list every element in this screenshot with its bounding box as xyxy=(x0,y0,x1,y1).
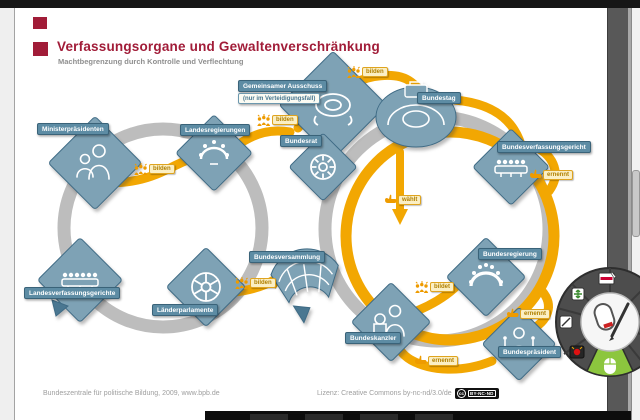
hand-icon xyxy=(529,169,542,181)
left-margin xyxy=(0,8,15,420)
page-subtitle: Machtbegrenzung durch Kontrolle und Verflechtung xyxy=(58,57,244,66)
people-icon xyxy=(256,113,271,127)
move-tool-icon[interactable] xyxy=(572,288,584,300)
label-ministerpraesidenten: Ministerpräsidenten xyxy=(37,123,109,135)
record-tool-icon[interactable] xyxy=(570,346,584,358)
relation-bp-ernennt-breg: ernennt xyxy=(506,308,550,320)
label-laenderparlamente: Länderparlamente xyxy=(152,304,218,316)
relation-mp-bilden: bilden xyxy=(133,162,175,176)
relation-lparl-bilden: bilden xyxy=(234,276,276,290)
bottom-taskbar xyxy=(205,411,640,420)
footer-license: Lizenz: Creative Commons by-nc-nd/3.0/de xyxy=(317,390,452,397)
label-gemeinsamer-ausschuss: Gemeinsamer Ausschuss xyxy=(238,80,327,92)
bullet-square xyxy=(33,17,47,29)
bullet-square xyxy=(33,42,48,56)
relation-lreg-bilden: bilden xyxy=(256,113,298,127)
people-icon xyxy=(346,65,361,79)
mouse-tool-icon xyxy=(604,358,616,374)
floating-tool-wheel[interactable] xyxy=(552,266,640,381)
taskbar-segment xyxy=(415,414,453,420)
scrollbar-thumb[interactable] xyxy=(632,170,640,237)
label-bundeskanzler: Bundeskanzler xyxy=(345,332,401,344)
cc-icon: cc xyxy=(458,391,464,396)
label-bundespraesident: Bundespräsident xyxy=(498,346,561,358)
screen-pen-icon[interactable] xyxy=(599,272,616,284)
label-landesverfassungsgerichte: Landesverfassungsgerichte xyxy=(24,287,120,299)
line-tool-icon[interactable] xyxy=(560,316,572,328)
footer-credit: Bundeszentrale für politische Bildung, 2009, www.bpb.de xyxy=(43,390,220,397)
label-bundesregierung: Bundesregierung xyxy=(478,248,542,260)
label-bundestag: Bundestag xyxy=(417,92,461,104)
taskbar-segment xyxy=(360,414,398,420)
people-icon xyxy=(414,280,429,294)
people-icon xyxy=(234,276,249,290)
hand-icon xyxy=(384,194,397,206)
label-bundesrat: Bundesrat xyxy=(280,135,322,147)
relation-bp-ernennt-bk: ernennt xyxy=(414,355,458,367)
cc-badge-text: BY-NC-ND xyxy=(470,391,494,396)
window-top-border xyxy=(0,0,640,8)
cc-license-badge xyxy=(455,388,499,399)
page-title: Verfassungsorgane und Gewaltenverschränkung xyxy=(57,39,380,54)
label-bundesversammlung: Bundesversammlung xyxy=(249,251,325,263)
taskbar-segment xyxy=(250,414,288,420)
people-icon xyxy=(133,162,148,176)
label-bundesverfassungsgericht: Bundesverfassungsgericht xyxy=(497,141,591,153)
sublabel-gemeinsamer-ausschuss: (nur im Verteidigungsfall) xyxy=(238,93,320,104)
relation-bk-bildet: bildet xyxy=(414,280,454,294)
hand-icon xyxy=(414,355,427,367)
relation-bilden-ausschuss: bilden xyxy=(346,65,388,79)
label-landesregierungen: Landesregierungen xyxy=(180,124,250,136)
taskbar-segment xyxy=(305,414,343,420)
relation-bp-ernennt-bverfg: ernennt xyxy=(529,169,573,181)
relation-btag-waehlt: wählt xyxy=(384,194,421,206)
hand-icon xyxy=(506,308,519,320)
